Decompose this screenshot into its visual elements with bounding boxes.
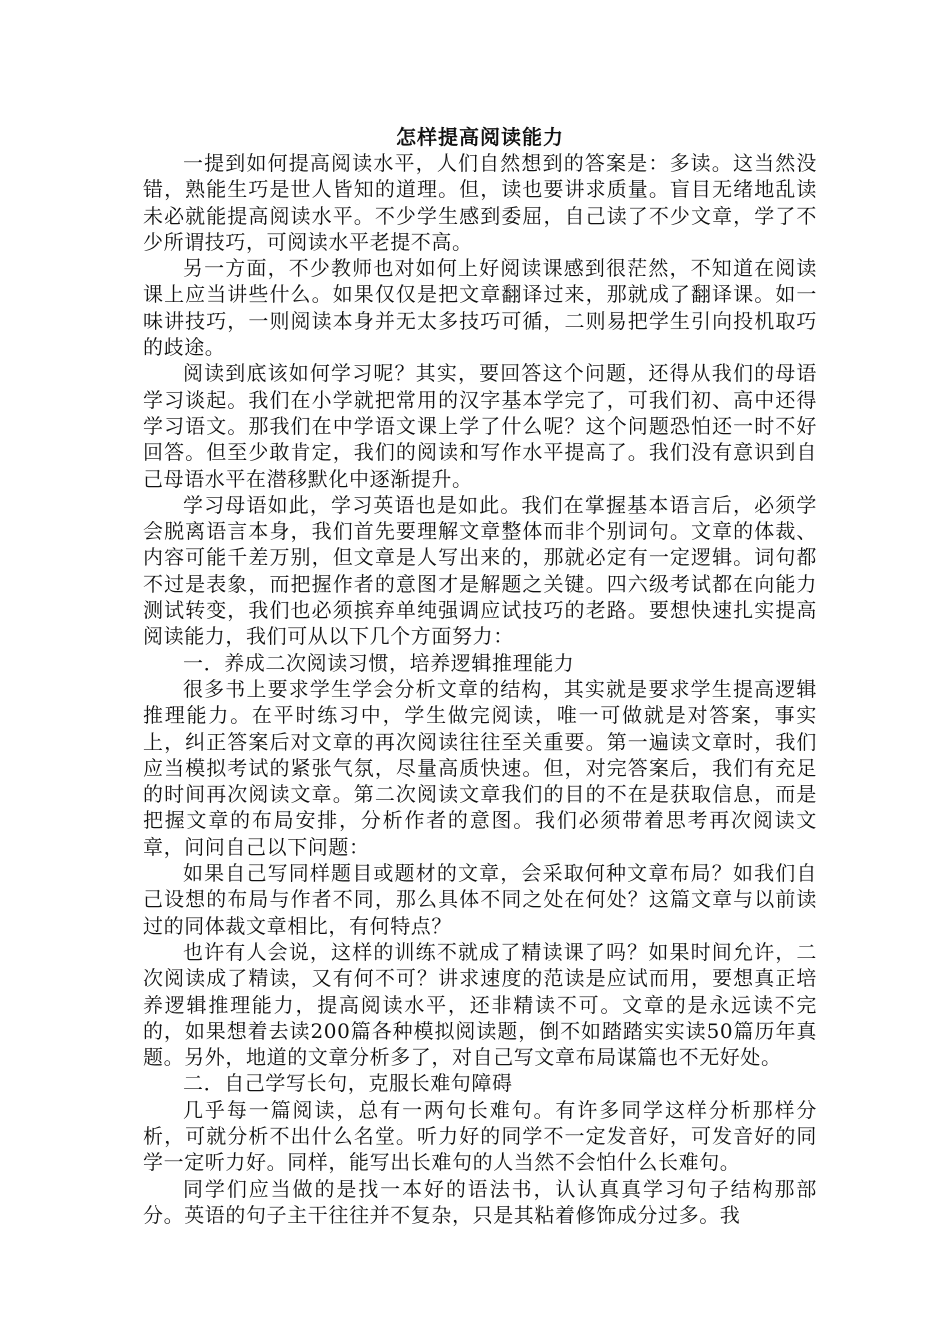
paragraph-1: 一提到如何提高阅读水平，人们自然想到的答案是：多读。这当然没错，熟能生巧是世人皆知的道理。但，读也要讲求质量。盲目无绪地乱读未必就能提高阅读水平。不少学生感到委屈，自己读了不少文章，学了不少所谓技巧，可阅读水平老提不高。 (143, 151, 817, 254)
paragraph-8: 几乎每一篇阅读，总有一两句长难句。有许多同学这样分析那样分析，可就分析不出什么名堂。听力好的同学不一定发音好，可发音好的同学一定听力好。同样，能写出长难句的人当然不会怕什么长难句。 (143, 1097, 817, 1175)
paragraph-2: 另一方面，不少教师也对如何上好阅读课感到很茫然，不知道在阅读课上应当讲些什么。如果仅仅是把文章翻译过来，那就成了翻译课。如一味讲技巧，一则阅读本身并无太多技巧可循，二则易把学生引向投机取巧的歧途。 (143, 256, 817, 360)
paragraph-5: 很多书上要求学生学会分析文章的结构，其实就是要求学生提高逻辑推理能力。在平时练习中，学生做完阅读，唯一可做就是对答案，事实上，纠正答案后对文章的再次阅读往往至关重要。第一遍读文章时，我们应当模拟考试的紧张气氛，尽量高质快速。但，对完答案后，我们有充足的时间再次阅读文章。第二次阅读文章我们的目的不在是获取信息，而是把握文章的布局安排，分析作者的意图。我们必须带着思考再次阅读文章，问问自己以下问题： (143, 676, 817, 859)
paragraph-4: 学习母语如此，学习英语也是如此。我们在掌握基本语言后，必须学会脱离语言本身，我们首先要理解文章整体而非个别词句。文章的体裁、内容可能千差万别，但文章是人写出来的，那就必定有一定逻辑。词句都不过是表象，而把握作者的意图才是解题之关键。四六级考试都在向能力测试转变，我们也必须摈弃单纯强调应试技巧的老路。要想快速扎实提高阅读能力，我们可从以下几个方面努力： (143, 492, 817, 649)
section-heading-2: 二．自己学写长句，克服长难句障碍 (183, 1071, 513, 1096)
paragraph-9: 同学们应当做的是找一本好的语法书，认认真真学习句子结构那部分。英语的句子主干往往并不复杂，只是其粘着修饰成分过多。我 (143, 1176, 817, 1227)
document-body (143, 124, 817, 1228)
page-title: 怎样提高阅读能力 (396, 125, 564, 149)
paragraph-6: 如果自己写同样题目或题材的文章，会采取何种文章布局？如我们自己设想的布局与作者不同，那么具体不同之处在何处？这篇文章与以前读过的同体裁文章相比，有何特点？ (143, 861, 817, 938)
paragraph-3: 阅读到底该如何学习呢？其实，要回答这个问题，还得从我们的母语学习谈起。我们在小学就把常用的汉字基本学完了，可我们初、高中还得学习语文。那我们在中学语文课上学了什么呢？这个问题恐怕还一时不好回答。但至少敢肯定，我们的阅读和写作水平提高了。我们没有意识到自己母语水平在潜移默化中逐渐提升。 (143, 361, 817, 491)
paragraph-7: 也许有人会说，这样的训练不就成了精读课了吗？如果时间允许，二次阅读成了精读，又有何不可？讲求速度的范读是应试而用，要想真正培养逻辑推理能力，提高阅读水平，还非精读不可。文章的是永远读不完的，如果想着去读200篇各种模拟阅读题，倒不如踏踏实实读50篇历年真题。另外，地道的文章分析多了，对自己写文章布局谋篇也不无好处。 (143, 939, 817, 1070)
section-heading-1: 一．养成二次阅读习惯，培养逻辑推理能力 (183, 650, 575, 675)
